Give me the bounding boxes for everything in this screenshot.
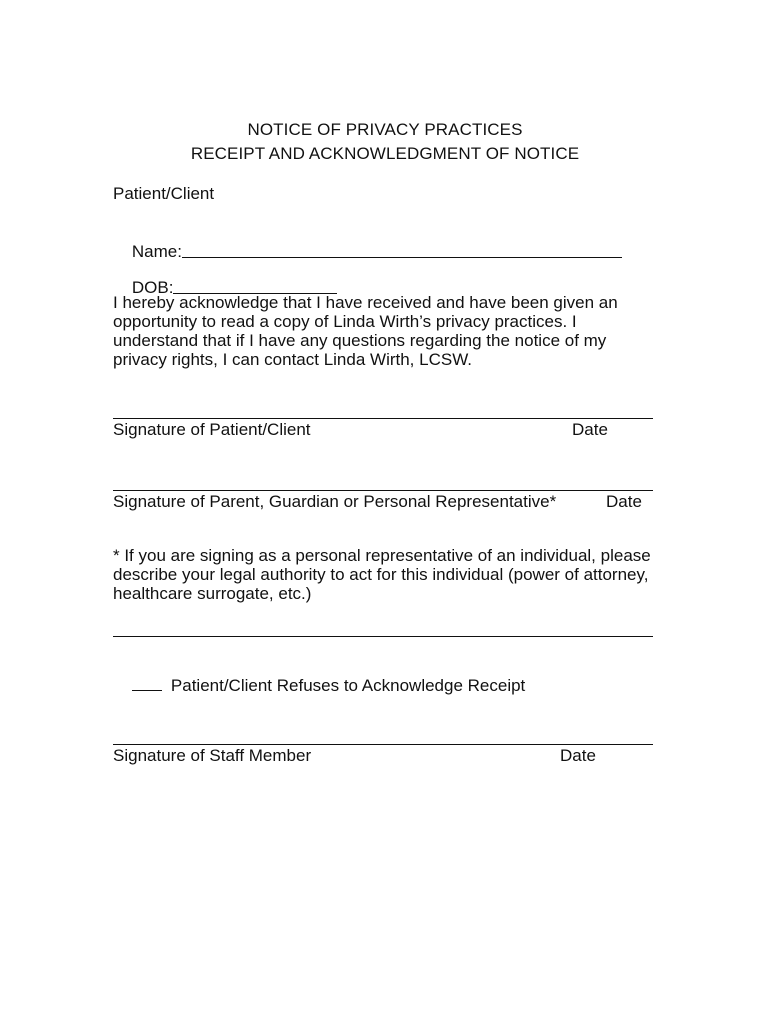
representative-signature-line[interactable]: [113, 490, 653, 491]
legal-authority-line[interactable]: [113, 636, 653, 637]
patient-client-label: Patient/Client: [113, 184, 215, 203]
representative-authority-note: * If you are signing as a personal representative of an individual, please describe your legal authority to act for this individual (power of attorney, healthcare surrogate, etc.): [113, 546, 651, 603]
document-title-line-2: RECEIPT AND ACKNOWLEDGMENT OF NOTICE: [190, 144, 580, 163]
representative-signature-label: Signature of Parent, Guardian or Personal Representative*: [113, 492, 557, 511]
acknowledgment-paragraph: I hereby acknowledge that I have received and have been given an opportunity to read a copy of Linda Wirth’s privacy practices. I understand that if I have any questions regarding the notice of my privacy rights, I can contact Linda Wirth, LCSW.: [113, 293, 618, 369]
patient-signature-label: Signature of Patient/Client: [113, 420, 311, 439]
representative-signature-date-label: Date: [606, 492, 642, 511]
refuses-acknowledgment-label: Patient/Client Refuses to Acknowledge Receipt: [170, 676, 526, 695]
name-label: Name:: [131, 242, 182, 261]
document-title-line-1: NOTICE OF PRIVACY PRACTICES: [247, 120, 523, 139]
patient-signature-line[interactable]: [113, 418, 653, 419]
dob-label: DOB:: [131, 278, 174, 297]
staff-signature-date-label: Date: [560, 746, 596, 765]
patient-signature-date-label: Date: [572, 420, 608, 439]
staff-signature-line[interactable]: [113, 744, 653, 745]
refuses-checkbox-blank[interactable]: [132, 676, 162, 691]
staff-signature-label: Signature of Staff Member: [113, 746, 312, 765]
refuses-acknowledgment-row: [113, 656, 525, 716]
